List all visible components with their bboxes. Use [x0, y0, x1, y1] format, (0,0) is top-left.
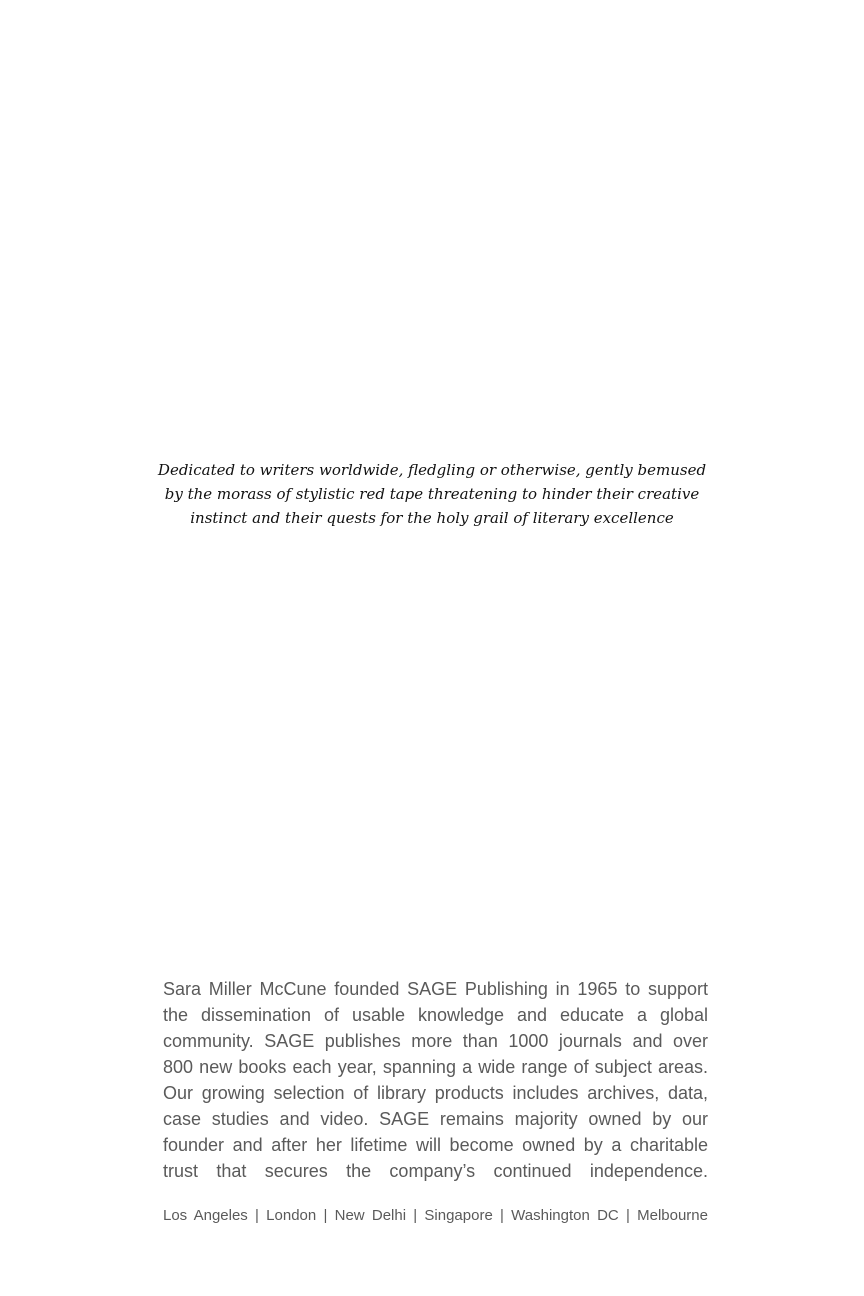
dedication-line: instinct and their quests for the holy grail of literary excellence	[190, 509, 674, 527]
about-line: Sara Miller McCune founded SAGE Publishing in 1965 to support	[163, 979, 708, 999]
about-line: 800 new books each year, spanning a wide range of subject areas.	[163, 1057, 708, 1077]
about-line: community. SAGE publishes more than 1000 journals and over	[163, 1031, 708, 1051]
about-line: the dissemination of usable knowledge and educate a global	[163, 1005, 708, 1025]
publisher-info	[163, 976, 708, 1225]
publisher-about-text	[163, 976, 708, 1184]
about-line: founder and after her lifetime will become owned by a charitable	[163, 1135, 708, 1155]
dedication-block	[150, 458, 714, 530]
about-line: trust that secures the company’s continued independence.	[163, 1161, 708, 1181]
about-line: Our growing selection of library products includes archives, data,	[163, 1083, 708, 1103]
about-line: case studies and video. SAGE remains majority owned by our	[163, 1109, 708, 1129]
dedication-line: Dedicated to writers worldwide, fledgling or otherwise, gently bemused	[157, 461, 707, 479]
dedication-line: by the morass of stylistic red tape threatening to hinder their creative	[164, 485, 700, 503]
publisher-cities: Los Angeles | London | New Delhi | Singapore | Washington DC | Melbourne	[163, 1207, 708, 1224]
